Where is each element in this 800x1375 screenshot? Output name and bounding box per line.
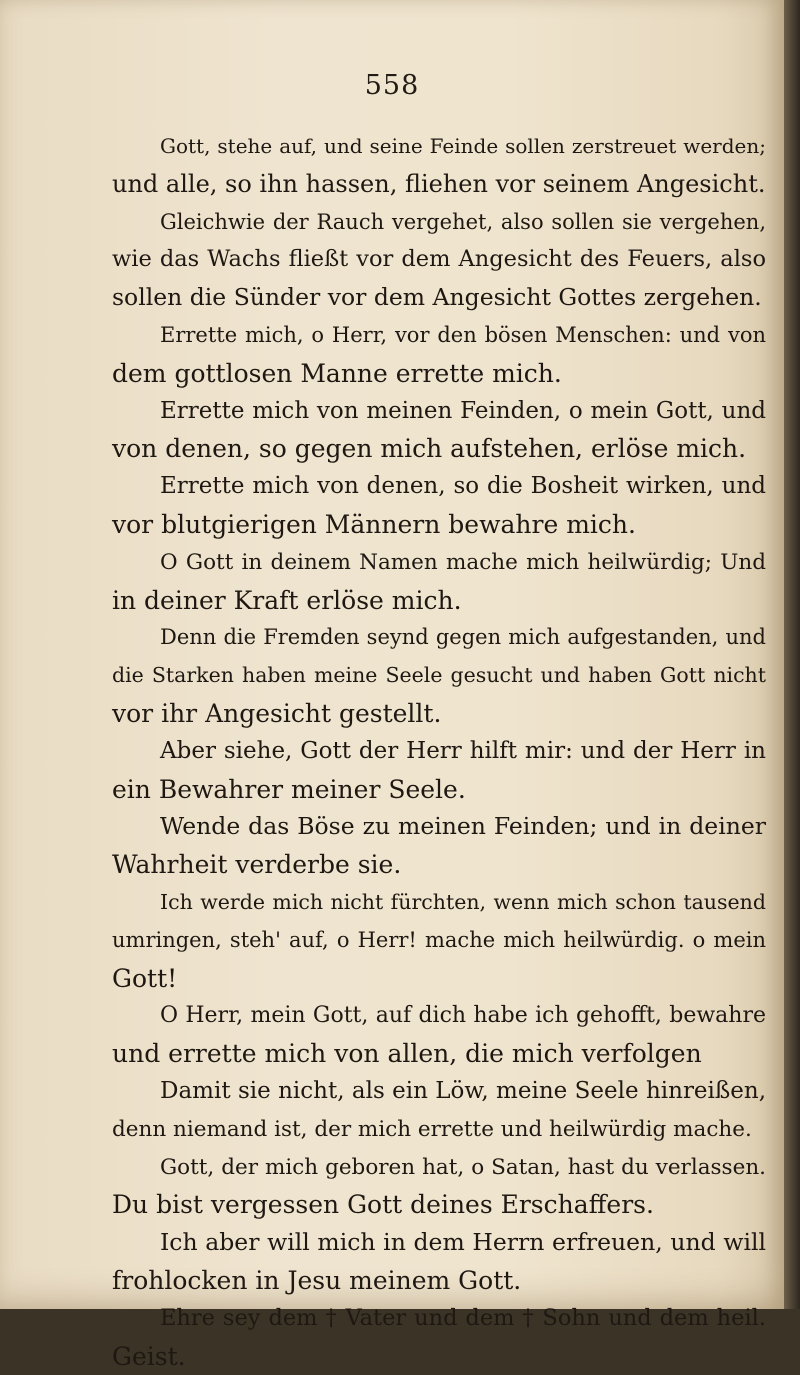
text-line: Wahrheit verderbe sie. <box>112 846 766 884</box>
text-line: und alle, so ihn hassen, fliehen vor seinem Angesicht. <box>112 166 766 204</box>
text-line: Errette mich, o Herr, vor den bösen Menschen: und von <box>112 317 766 355</box>
text-line: Errette mich von meinen Feinden, o mein Gott, und <box>112 393 766 431</box>
text-line: und errette mich von allen, die mich verfolgen <box>112 1035 766 1073</box>
text-line: Ich werde mich nicht fürchten, wenn mich schon tausend <box>112 884 766 922</box>
paragraph <box>112 733 766 809</box>
paragraph <box>112 808 766 884</box>
text-line: dem gottlosen Manne errette mich. <box>112 355 766 393</box>
text-line: wie das Wachs fließt vor dem Angesicht des Feuers, also <box>112 241 766 279</box>
paragraph <box>112 1073 766 1149</box>
text-line: Ich aber will mich in dem Herrn erfreuen, und will <box>112 1224 766 1262</box>
paragraph <box>112 884 766 997</box>
text-line: Wende das Böse zu meinen Feinden; und in deiner <box>112 808 766 846</box>
prayer-text <box>112 128 766 1375</box>
text-line: denn niemand ist, der mich errette und heilwürdig mache. <box>112 1111 766 1149</box>
text-line: frohlocken in Jesu meinem Gott. <box>112 1262 766 1300</box>
paragraph <box>112 544 766 620</box>
paragraph <box>112 1149 766 1225</box>
text-line: Gleichwie der Rauch vergehet, also sollen sie vergehen, <box>112 204 766 242</box>
paragraph <box>112 619 766 732</box>
paragraph <box>112 204 766 317</box>
text-line: Errette mich von denen, so die Bosheit wirken, und <box>112 468 766 506</box>
text-line: von denen, so gegen mich aufstehen, erlöse mich. <box>112 430 766 468</box>
text-line: Ehre sey dem † Vater und dem † Sohn und dem heil. <box>112 1300 766 1338</box>
text-line: Gott, stehe auf, und seine Feinde sollen zerstreuet werden; <box>112 128 766 166</box>
text-line: Denn die Fremden seynd gegen mich aufgestanden, und <box>112 619 766 657</box>
paragraph <box>112 1300 766 1375</box>
page-edge-shadow <box>784 0 800 1309</box>
text-line: vor ihr Angesicht gestellt. <box>112 695 766 733</box>
paragraph <box>112 317 766 393</box>
paragraph <box>112 997 766 1073</box>
text-line: in deiner Kraft erlöse mich. <box>112 582 766 620</box>
text-line: Gott, der mich geboren hat, o Satan, hast du verlassen. <box>112 1149 766 1187</box>
paragraph <box>112 393 766 469</box>
text-line: O Gott in deinem Namen mache mich heilwürdig; Und <box>112 544 766 582</box>
paragraph <box>112 1224 766 1300</box>
text-line: Aber siehe, Gott der Herr hilft mir: und der Herr in <box>112 733 766 771</box>
text-line: Geist. <box>112 1338 766 1375</box>
text-line: Du bist vergessen Gott deines Erschaffers. <box>112 1186 766 1224</box>
text-line: umringen, steh' auf, o Herr! mache mich heilwürdig. o mein <box>112 922 766 960</box>
text-line: sollen die Sünder vor dem Angesicht Gottes zergehen. <box>112 279 766 317</box>
paragraph <box>112 128 766 204</box>
text-line: O Herr, mein Gott, auf dich habe ich gehofft, bewahre <box>112 997 766 1035</box>
paragraph <box>112 468 766 544</box>
text-line: Damit sie nicht, als ein Löw, meine Seele hinreißen, <box>112 1073 766 1111</box>
text-line: die Starken haben meine Seele gesucht und haben Gott nicht <box>112 657 766 695</box>
page-number: 558 <box>0 70 784 101</box>
text-line: vor blutgierigen Männern bewahre mich. <box>112 506 766 544</box>
text-line: ein Bewahrer meiner Seele. <box>112 771 766 809</box>
text-line: Gott! <box>112 960 766 998</box>
